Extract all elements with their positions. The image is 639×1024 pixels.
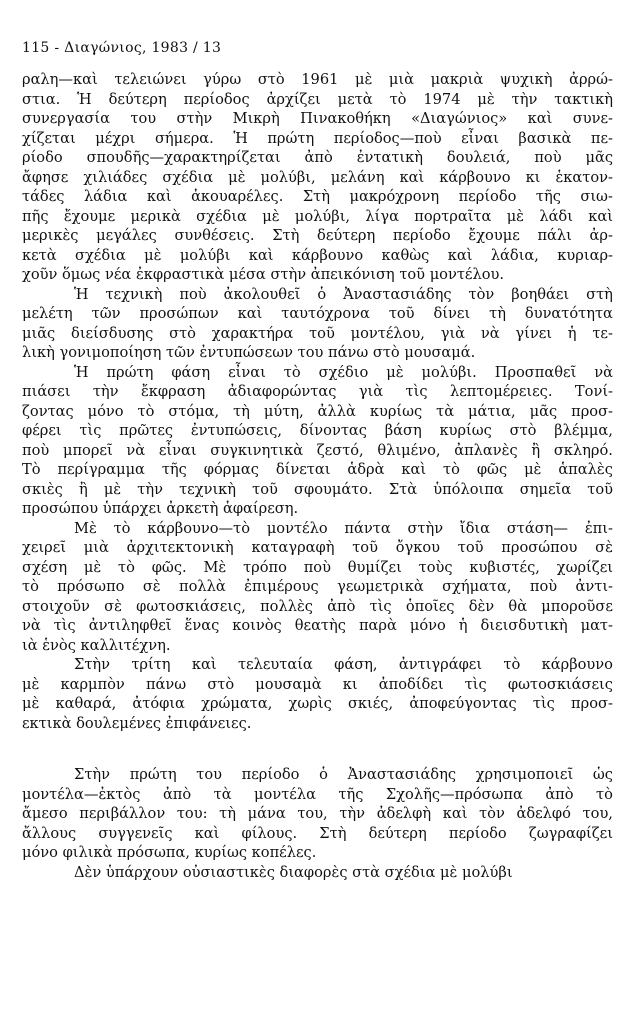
text-line: μιᾶς διείσδυσης στὸ χαρακτήρα τοῦ μοντέλου, γιὰ νὰ γίνει ἡ τε- [22, 324, 613, 342]
paragraph [22, 519, 613, 656]
text-line: μοντέλα—ἐκτὸς ἀπὸ τὰ μοντέλα τῆς Σχολῆς—πρόσωπα ἀπὸ τὸ [22, 785, 613, 803]
text-line: ἄφησε χιλιάδες σχέδια μὲ μολύβι, μελάνη καὶ κάρβουνο κι ἑκατον- [22, 168, 613, 186]
text-line: πῆς ἔχουμε μερικὰ σχέδια μὲ μολύβι, λίγα πορτραῖτα μὲ λάδι καὶ [22, 207, 613, 225]
text-line: Δὲν ὑπάρχουν οὐσιαστικὲς διαφορὲς στὰ σχέδια μὲ μολύβι [74, 863, 513, 881]
text-line: φέρει τὶς πρῶτες ἐντυπώσεις, δίνοντας βάση κυρίως στὸ βλέμμα, [22, 422, 613, 439]
text-line: Στὴν πρώτη του περίοδο ὁ Ἀναστασιάδης χρησιμοποιεῖ ὡς [74, 766, 613, 783]
text-line: Ἡ τεχνικὴ ποὺ ἀκολουθεῖ ὁ Ἀναστασιάδης τὸν βοηθάει στὴ [74, 285, 613, 303]
text-line: στοιχοῦν σὲ φωτοσκιάσεις, πολλὲς ἀπὸ τὶς ὁποῖες δὲν θὰ μποροῦσε [22, 597, 613, 615]
text-line: μὲ καρμπὸν πάνω στὸ μουσαμὰ κι ἀποδίδει τὶς φωτοσκιάσεις [22, 675, 613, 693]
text-line: Τὸ περίγραμμα τῆς φόρμας δίνεται ἁδρὰ καὶ τὸ φῶς μὲ ἁπαλὲς [22, 461, 613, 478]
text-line: χειρεῖ μιὰ ἀρχιτεκτονικὴ καταγραφὴ τοῦ ὄγκου τοῦ προσώπου σὲ [22, 539, 613, 556]
text-line: ραλη—καὶ τελειώνει γύρω στὸ 1961 μὲ μιὰ μακριὰ ψυχικὴ ἀρρώ- [22, 71, 613, 88]
text-line: ἄμεσο περιβάλλον του: τὴ μάνα του, τὴν ἀδελφὴ καὶ τὸν ἀδελφό του, [22, 805, 613, 822]
text-line: μόνο φιλικὰ πρόσωπα, κυρίως κοπέλες. [22, 844, 317, 861]
text-line: νὰ τὶς ἀντιληφθεῖ ἕνας κοινὸς θεατὴς παρὰ μόνο ἡ διεισδυτικὴ ματ- [22, 617, 613, 634]
text-line: Ἡ πρώτη φάση εἶναι τὸ σχέδιο μὲ μολύβι. Προσπαθεῖ νὰ [74, 363, 613, 381]
text-line: χίζεται μέχρι σήμερα. Ἡ πρώτη περίοδος—ποὺ εἶναι βασικὰ πε- [22, 129, 613, 147]
text-line: σχέση μὲ τὸ φῶς. Μὲ τρόπο ποὺ θυμίζει τοὺς κυβιστές, χωρίζει [22, 558, 613, 576]
text-line: ζοντας μόνο τὸ στόμα, τὴ μύτη, ἀλλὰ κυρίως τὰ μάτια, μᾶς προσ- [22, 402, 613, 420]
paragraph [22, 285, 613, 363]
text-line: κετὰ σχέδια μὲ μολύβι καὶ κάρβουνο καθὼς καὶ λάδια, κυριαρ- [22, 246, 613, 264]
text-line: προσώπου ὑπάρχει ἀρκετὴ ἀφαίρεση. [22, 500, 299, 517]
text-line: Μὲ τὸ κάρβουνο—τὸ μοντέλο πάντα στὴν ἴδια στάση— ἐπι- [74, 519, 613, 537]
text-line: λικὴ γονιμοποίηση τῶν ἐντυπώσεων του πάνω στὸ μουσαμά. [22, 344, 476, 361]
text-line: χοῦν ὅμως νέα ἐκφραστικὰ μέσα στὴν ἀπεικόνιση τοῦ μοντέλου. [22, 266, 505, 283]
text-line: τάδες λάδια καὶ ἀκουαρέλες. Στὴ μακρόχρονη περίοδο τῆς σιω- [22, 188, 613, 205]
text-line: ποὺ μπορεῖ νὰ εἶναι συγκινητικὰ ζεστό, θλιμένο, ἀπλανὲς ἢ σκληρό. [22, 441, 613, 459]
paragraph [22, 863, 613, 883]
text-line: στια. Ἡ δεύτερη περίοδος ἀρχίζει μετὰ τὸ 1974 μὲ τὴν τακτικὴ [22, 90, 613, 108]
text-line: εκτικὰ δουλεμένες ἐπιφάνειες. [22, 714, 252, 732]
paragraph [22, 765, 613, 863]
text-line: ἄλλους συγγενεῖς καὶ φίλους. Στὴ δεύτερη περίοδο ζωγραφίζει [22, 824, 613, 842]
paragraph [22, 655, 613, 733]
body-text [22, 70, 613, 882]
paragraph-gap [22, 733, 613, 765]
text-line: πιάσει τὴν ἔκφραση ἀδιαφορώντας γιὰ τὶς λεπτομέρειες. Τονί- [22, 383, 613, 400]
running-header: 115 - Διαγώνιος, 1983 / 13 [22, 40, 222, 56]
text-line: μελέτη τῶν προσώπων καὶ ταυτόχρονα τοῦ δίνει τὴ δυνατότητα [22, 305, 613, 322]
text-line: τὸ πρόσωπο σὲ πολλὰ ἐπιμέρους γεωμετρικὰ σχήματα, ποὺ ἀντι- [22, 578, 613, 595]
paragraph [22, 70, 613, 285]
text-line: συνεργασία του στὴν Μικρὴ Πινακοθήκη «Διαγώνιος» καὶ συνε- [22, 110, 613, 127]
text-line: Στὴν τρίτη καὶ τελευταία φάση, ἀντιγράφει τὸ κάρβουνο [74, 656, 613, 673]
text-line: σκιὲς ἢ μὲ τὴν τεχνικὴ τοῦ σφουμάτο. Στὰ ὑπόλοιπα σημεῖα τοῦ [22, 480, 613, 498]
text-line: μερικὲς μεγάλες συνθέσεις. Στὴ δεύτερη περίοδο ἔχουμε πάλι ἀρ- [22, 227, 613, 244]
text-line: ιὰ ἑνὸς καλλιτέχνη. [22, 636, 171, 654]
paragraph [22, 363, 613, 519]
text-line: ρίοδο σπουδῆς—χαρακτηρίζεται ἀπὸ ἐντατικὴ δουλειά, ποὺ μᾶς [22, 149, 613, 166]
text-line: μὲ καθαρά, ἀτόφια χρώματα, χωρὶς σκιές, ἀποφεύγοντας τὶς προσ- [22, 695, 613, 712]
